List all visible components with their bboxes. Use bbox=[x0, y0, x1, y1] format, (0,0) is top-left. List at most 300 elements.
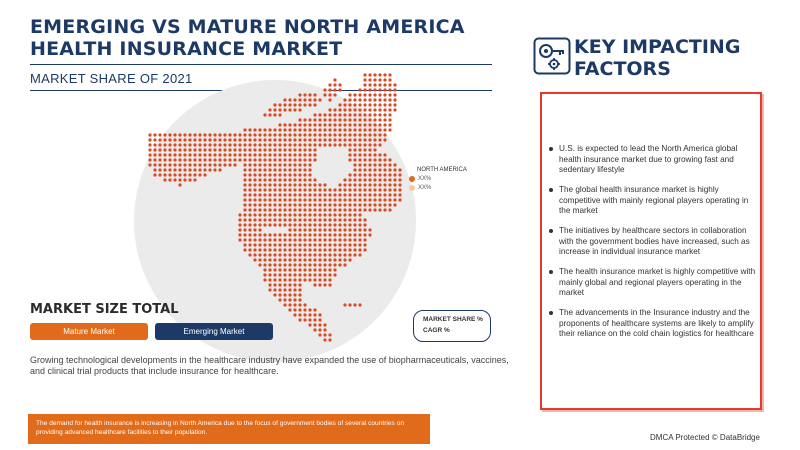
map-dot bbox=[348, 228, 351, 231]
map-dot bbox=[363, 143, 366, 146]
map-dot bbox=[193, 153, 196, 156]
map-dot bbox=[193, 168, 196, 171]
map-dot bbox=[253, 203, 256, 206]
map-dot bbox=[393, 173, 396, 176]
map-dot bbox=[148, 133, 151, 136]
map-dot bbox=[318, 328, 321, 331]
map-dot bbox=[318, 228, 321, 231]
map-dot bbox=[283, 123, 286, 126]
map-dot bbox=[333, 243, 336, 246]
key-factors-title-line2: FACTORS bbox=[574, 58, 671, 80]
map-dot bbox=[258, 163, 261, 166]
map-dot bbox=[338, 198, 341, 201]
map-dot bbox=[268, 203, 271, 206]
map-dot bbox=[238, 133, 241, 136]
map-dot bbox=[368, 193, 371, 196]
map-dot bbox=[348, 178, 351, 181]
map-dot bbox=[283, 183, 286, 186]
map-dot bbox=[378, 118, 381, 121]
map-dot bbox=[278, 298, 281, 301]
map-dot bbox=[188, 143, 191, 146]
map-dot bbox=[288, 268, 291, 271]
map-dot bbox=[313, 203, 316, 206]
map-dot bbox=[163, 178, 166, 181]
map-dot bbox=[243, 198, 246, 201]
map-dot bbox=[298, 248, 301, 251]
map-dot bbox=[328, 113, 331, 116]
map-dot bbox=[318, 113, 321, 116]
map-dot bbox=[258, 203, 261, 206]
map-dot bbox=[248, 133, 251, 136]
map-dot bbox=[298, 128, 301, 131]
map-dot bbox=[338, 243, 341, 246]
map-dot bbox=[248, 253, 251, 256]
emerging-market-button[interactable] bbox=[155, 323, 273, 340]
map-dot bbox=[298, 313, 301, 316]
map-dot bbox=[163, 173, 166, 176]
map-dot bbox=[353, 203, 356, 206]
map-dot bbox=[198, 158, 201, 161]
map-dot bbox=[198, 163, 201, 166]
map-dot bbox=[313, 268, 316, 271]
map-dot bbox=[353, 123, 356, 126]
map-dot bbox=[288, 293, 291, 296]
map-dot bbox=[323, 243, 326, 246]
map-dot bbox=[318, 278, 321, 281]
map-dot bbox=[338, 248, 341, 251]
map-dot bbox=[328, 233, 331, 236]
map-dot bbox=[368, 183, 371, 186]
map-dot bbox=[278, 278, 281, 281]
map-dot bbox=[208, 153, 211, 156]
map-dot bbox=[283, 203, 286, 206]
map-dot bbox=[178, 153, 181, 156]
map-dot bbox=[253, 158, 256, 161]
map-dot bbox=[268, 198, 271, 201]
map-dot bbox=[268, 138, 271, 141]
map-dot bbox=[293, 203, 296, 206]
map-dot bbox=[373, 118, 376, 121]
map-dot bbox=[333, 258, 336, 261]
map-dot bbox=[303, 123, 306, 126]
map-dot bbox=[258, 183, 261, 186]
map-dot bbox=[238, 228, 241, 231]
map-dot bbox=[268, 273, 271, 276]
map-dot bbox=[313, 273, 316, 276]
map-dot bbox=[263, 233, 266, 236]
map-dot bbox=[283, 128, 286, 131]
map-dot bbox=[153, 133, 156, 136]
map-dot bbox=[353, 138, 356, 141]
map-dot bbox=[248, 178, 251, 181]
map-dot bbox=[348, 98, 351, 101]
map-dot bbox=[343, 208, 346, 211]
map-dot bbox=[253, 153, 256, 156]
map-dot bbox=[308, 153, 311, 156]
map-dot bbox=[363, 183, 366, 186]
map-dot bbox=[148, 148, 151, 151]
map-dot bbox=[198, 143, 201, 146]
map-dot bbox=[323, 328, 326, 331]
map-dot bbox=[373, 108, 376, 111]
map-dot bbox=[363, 103, 366, 106]
map-dot bbox=[278, 213, 281, 216]
map-dot bbox=[188, 163, 191, 166]
map-dot bbox=[278, 203, 281, 206]
map-dot bbox=[308, 208, 311, 211]
map-dot bbox=[273, 213, 276, 216]
map-dot bbox=[263, 203, 266, 206]
map-dot bbox=[373, 188, 376, 191]
map-dot bbox=[283, 218, 286, 221]
map-dot bbox=[218, 138, 221, 141]
map-dot bbox=[323, 268, 326, 271]
map-dot bbox=[238, 213, 241, 216]
map-dot bbox=[303, 138, 306, 141]
map-dot bbox=[248, 223, 251, 226]
map-dot bbox=[358, 248, 361, 251]
map-dot bbox=[323, 93, 326, 96]
map-dot bbox=[308, 278, 311, 281]
map-dot bbox=[353, 173, 356, 176]
map-dot bbox=[203, 168, 206, 171]
map-dot bbox=[258, 208, 261, 211]
map-dot bbox=[298, 103, 301, 106]
map-dot bbox=[328, 123, 331, 126]
map-dot bbox=[298, 193, 301, 196]
map-dot bbox=[178, 158, 181, 161]
map-dot bbox=[333, 238, 336, 241]
map-dot bbox=[298, 118, 301, 121]
map-dot bbox=[253, 168, 256, 171]
map-dot bbox=[383, 103, 386, 106]
map-dot bbox=[328, 223, 331, 226]
map-dot bbox=[288, 173, 291, 176]
map-dot bbox=[328, 108, 331, 111]
map-dot bbox=[373, 133, 376, 136]
map-dot bbox=[258, 168, 261, 171]
map-dot bbox=[343, 198, 346, 201]
map-dot bbox=[383, 133, 386, 136]
map-dot bbox=[248, 243, 251, 246]
map-dot bbox=[278, 288, 281, 291]
map-dot bbox=[313, 223, 316, 226]
map-dot bbox=[163, 158, 166, 161]
map-dot bbox=[293, 178, 296, 181]
map-dot bbox=[388, 208, 391, 211]
map-dot bbox=[393, 168, 396, 171]
map-dot bbox=[243, 248, 246, 251]
map-dot bbox=[213, 163, 216, 166]
key-factors-title-line1: KEY IMPACTING bbox=[574, 36, 741, 58]
map-dot bbox=[208, 163, 211, 166]
map-dot bbox=[368, 188, 371, 191]
map-dot bbox=[278, 123, 281, 126]
map-dot bbox=[368, 83, 371, 86]
map-dot bbox=[288, 153, 291, 156]
map-dot bbox=[308, 273, 311, 276]
map-dot bbox=[288, 208, 291, 211]
map-dot bbox=[283, 258, 286, 261]
map-dot bbox=[368, 163, 371, 166]
map-dot bbox=[388, 128, 391, 131]
map-dot bbox=[278, 223, 281, 226]
map-dot bbox=[333, 133, 336, 136]
map-dot bbox=[303, 203, 306, 206]
map-dot bbox=[288, 163, 291, 166]
map-dot bbox=[278, 128, 281, 131]
map-dot bbox=[253, 218, 256, 221]
map-dot bbox=[353, 108, 356, 111]
map-dot bbox=[308, 103, 311, 106]
map-dot bbox=[358, 123, 361, 126]
map-dot bbox=[248, 193, 251, 196]
map-dot bbox=[178, 143, 181, 146]
map-dot bbox=[378, 128, 381, 131]
map-dot bbox=[393, 188, 396, 191]
map-dot bbox=[248, 208, 251, 211]
map-dot bbox=[323, 323, 326, 326]
map-dot bbox=[213, 153, 216, 156]
map-dot bbox=[313, 153, 316, 156]
map-dot bbox=[258, 173, 261, 176]
map-dot bbox=[328, 133, 331, 136]
map-dot bbox=[288, 133, 291, 136]
map-dot bbox=[323, 193, 326, 196]
map-dot bbox=[278, 268, 281, 271]
map-dot bbox=[348, 208, 351, 211]
map-dot bbox=[163, 153, 166, 156]
map-dot bbox=[363, 88, 366, 91]
map-dot bbox=[343, 138, 346, 141]
map-dot bbox=[338, 118, 341, 121]
map-dot bbox=[243, 153, 246, 156]
map-dot bbox=[258, 223, 261, 226]
map-dot bbox=[308, 123, 311, 126]
map-dot bbox=[368, 103, 371, 106]
map-dot bbox=[163, 138, 166, 141]
map-dot bbox=[308, 218, 311, 221]
map-dot bbox=[333, 208, 336, 211]
map-dot bbox=[318, 283, 321, 286]
map-dot bbox=[358, 203, 361, 206]
map-dot bbox=[313, 143, 316, 146]
map-dot bbox=[333, 78, 336, 81]
map-dot bbox=[148, 138, 151, 141]
map-dot bbox=[343, 133, 346, 136]
map-dot bbox=[378, 173, 381, 176]
map-dot bbox=[308, 178, 311, 181]
map-dot bbox=[278, 238, 281, 241]
map-dot bbox=[293, 278, 296, 281]
map-dot bbox=[283, 298, 286, 301]
map-dot bbox=[328, 253, 331, 256]
map-dot bbox=[383, 93, 386, 96]
map-dot bbox=[213, 168, 216, 171]
map-dot bbox=[398, 178, 401, 181]
map-dot bbox=[363, 113, 366, 116]
map-dot bbox=[278, 148, 281, 151]
map-dot bbox=[283, 158, 286, 161]
map-dot bbox=[318, 313, 321, 316]
map-dot bbox=[383, 113, 386, 116]
map-dot bbox=[273, 138, 276, 141]
map-dot bbox=[263, 148, 266, 151]
map-dot bbox=[283, 143, 286, 146]
map-dot bbox=[273, 258, 276, 261]
map-dot bbox=[348, 203, 351, 206]
map-dot bbox=[388, 123, 391, 126]
map-dot bbox=[373, 193, 376, 196]
map-dot bbox=[313, 118, 316, 121]
map-dot bbox=[293, 208, 296, 211]
map-dot bbox=[293, 228, 296, 231]
map-dot bbox=[283, 208, 286, 211]
map-dot bbox=[258, 193, 261, 196]
map-dot bbox=[323, 218, 326, 221]
map-dot bbox=[308, 118, 311, 121]
map-dot bbox=[223, 163, 226, 166]
mature-market-label: Mature Market bbox=[63, 327, 115, 336]
map-dot bbox=[368, 128, 371, 131]
map-dot bbox=[308, 148, 311, 151]
map-dot bbox=[253, 198, 256, 201]
map-dot bbox=[348, 218, 351, 221]
map-dot bbox=[303, 218, 306, 221]
map-dot bbox=[263, 178, 266, 181]
map-dot bbox=[363, 153, 366, 156]
map-dot bbox=[298, 148, 301, 151]
map-dot bbox=[308, 268, 311, 271]
map-dot bbox=[323, 213, 326, 216]
map-dot bbox=[178, 183, 181, 186]
map-dot bbox=[278, 293, 281, 296]
map-dot bbox=[253, 228, 256, 231]
map-dot bbox=[248, 153, 251, 156]
map-dot bbox=[373, 203, 376, 206]
map-dot bbox=[343, 203, 346, 206]
map-dot bbox=[288, 238, 291, 241]
map-dot bbox=[303, 273, 306, 276]
map-dot bbox=[273, 198, 276, 201]
map-dot bbox=[363, 178, 366, 181]
map-dot bbox=[263, 153, 266, 156]
map-dot bbox=[303, 103, 306, 106]
map-dot bbox=[328, 228, 331, 231]
map-dot bbox=[298, 268, 301, 271]
map-dot bbox=[363, 93, 366, 96]
map-dot bbox=[293, 143, 296, 146]
map-dot bbox=[393, 203, 396, 206]
map-dot bbox=[243, 163, 246, 166]
map-dot bbox=[223, 148, 226, 151]
map-dot bbox=[283, 248, 286, 251]
map-dot bbox=[268, 213, 271, 216]
map-dot bbox=[178, 148, 181, 151]
map-dot bbox=[193, 148, 196, 151]
map-dot bbox=[318, 203, 321, 206]
map-dot bbox=[183, 143, 186, 146]
map-dot bbox=[323, 88, 326, 91]
map-dot bbox=[283, 148, 286, 151]
map-dot bbox=[263, 218, 266, 221]
map-dot bbox=[323, 183, 326, 186]
map-dot bbox=[323, 123, 326, 126]
map-dot bbox=[253, 173, 256, 176]
map-dot bbox=[323, 233, 326, 236]
page-title: EMERGING VS MATURE NORTH AMERICA HEALTH INSURANCE MARKET bbox=[30, 16, 465, 60]
map-dot bbox=[328, 188, 331, 191]
map-dot bbox=[343, 98, 346, 101]
map-dot bbox=[273, 133, 276, 136]
map-dot bbox=[178, 163, 181, 166]
map-dot bbox=[398, 193, 401, 196]
map-dot bbox=[158, 138, 161, 141]
map-dot bbox=[393, 98, 396, 101]
map-dot bbox=[223, 153, 226, 156]
map-dot bbox=[353, 113, 356, 116]
map-dot bbox=[313, 208, 316, 211]
map-dot bbox=[373, 168, 376, 171]
map-dot bbox=[368, 138, 371, 141]
map-dot bbox=[393, 193, 396, 196]
cagr-label: CAGR % bbox=[423, 327, 450, 334]
map-dot bbox=[263, 138, 266, 141]
map-dot bbox=[363, 173, 366, 176]
map-dot bbox=[373, 73, 376, 76]
map-dot bbox=[338, 233, 341, 236]
map-dot bbox=[388, 93, 391, 96]
map-dot bbox=[243, 148, 246, 151]
map-dot bbox=[328, 273, 331, 276]
map-dot bbox=[313, 253, 316, 256]
map-dot bbox=[213, 158, 216, 161]
map-dot bbox=[383, 98, 386, 101]
map-dot bbox=[338, 123, 341, 126]
map-dot bbox=[313, 193, 316, 196]
map-dot bbox=[308, 308, 311, 311]
map-dot bbox=[288, 298, 291, 301]
map-dot bbox=[268, 263, 271, 266]
map-dot bbox=[388, 183, 391, 186]
map-dot bbox=[168, 148, 171, 151]
mature-market-button[interactable] bbox=[30, 323, 148, 340]
map-dot bbox=[263, 238, 266, 241]
map-dot bbox=[283, 153, 286, 156]
map-dot bbox=[388, 198, 391, 201]
map-dot bbox=[263, 268, 266, 271]
map-dot bbox=[353, 213, 356, 216]
map-dot bbox=[253, 258, 256, 261]
map-dot bbox=[348, 243, 351, 246]
map-dot bbox=[243, 133, 246, 136]
map-dot bbox=[383, 183, 386, 186]
map-dot bbox=[313, 113, 316, 116]
map-dot bbox=[243, 223, 246, 226]
map-dot bbox=[373, 83, 376, 86]
map-dot bbox=[313, 158, 316, 161]
map-dot bbox=[358, 238, 361, 241]
map-dot bbox=[278, 108, 281, 111]
map-dot bbox=[253, 233, 256, 236]
map-dot bbox=[378, 208, 381, 211]
map-dot bbox=[243, 138, 246, 141]
map-dot bbox=[258, 188, 261, 191]
map-dot bbox=[268, 143, 271, 146]
map-dot bbox=[158, 153, 161, 156]
map-dot bbox=[258, 253, 261, 256]
map-dot bbox=[348, 223, 351, 226]
